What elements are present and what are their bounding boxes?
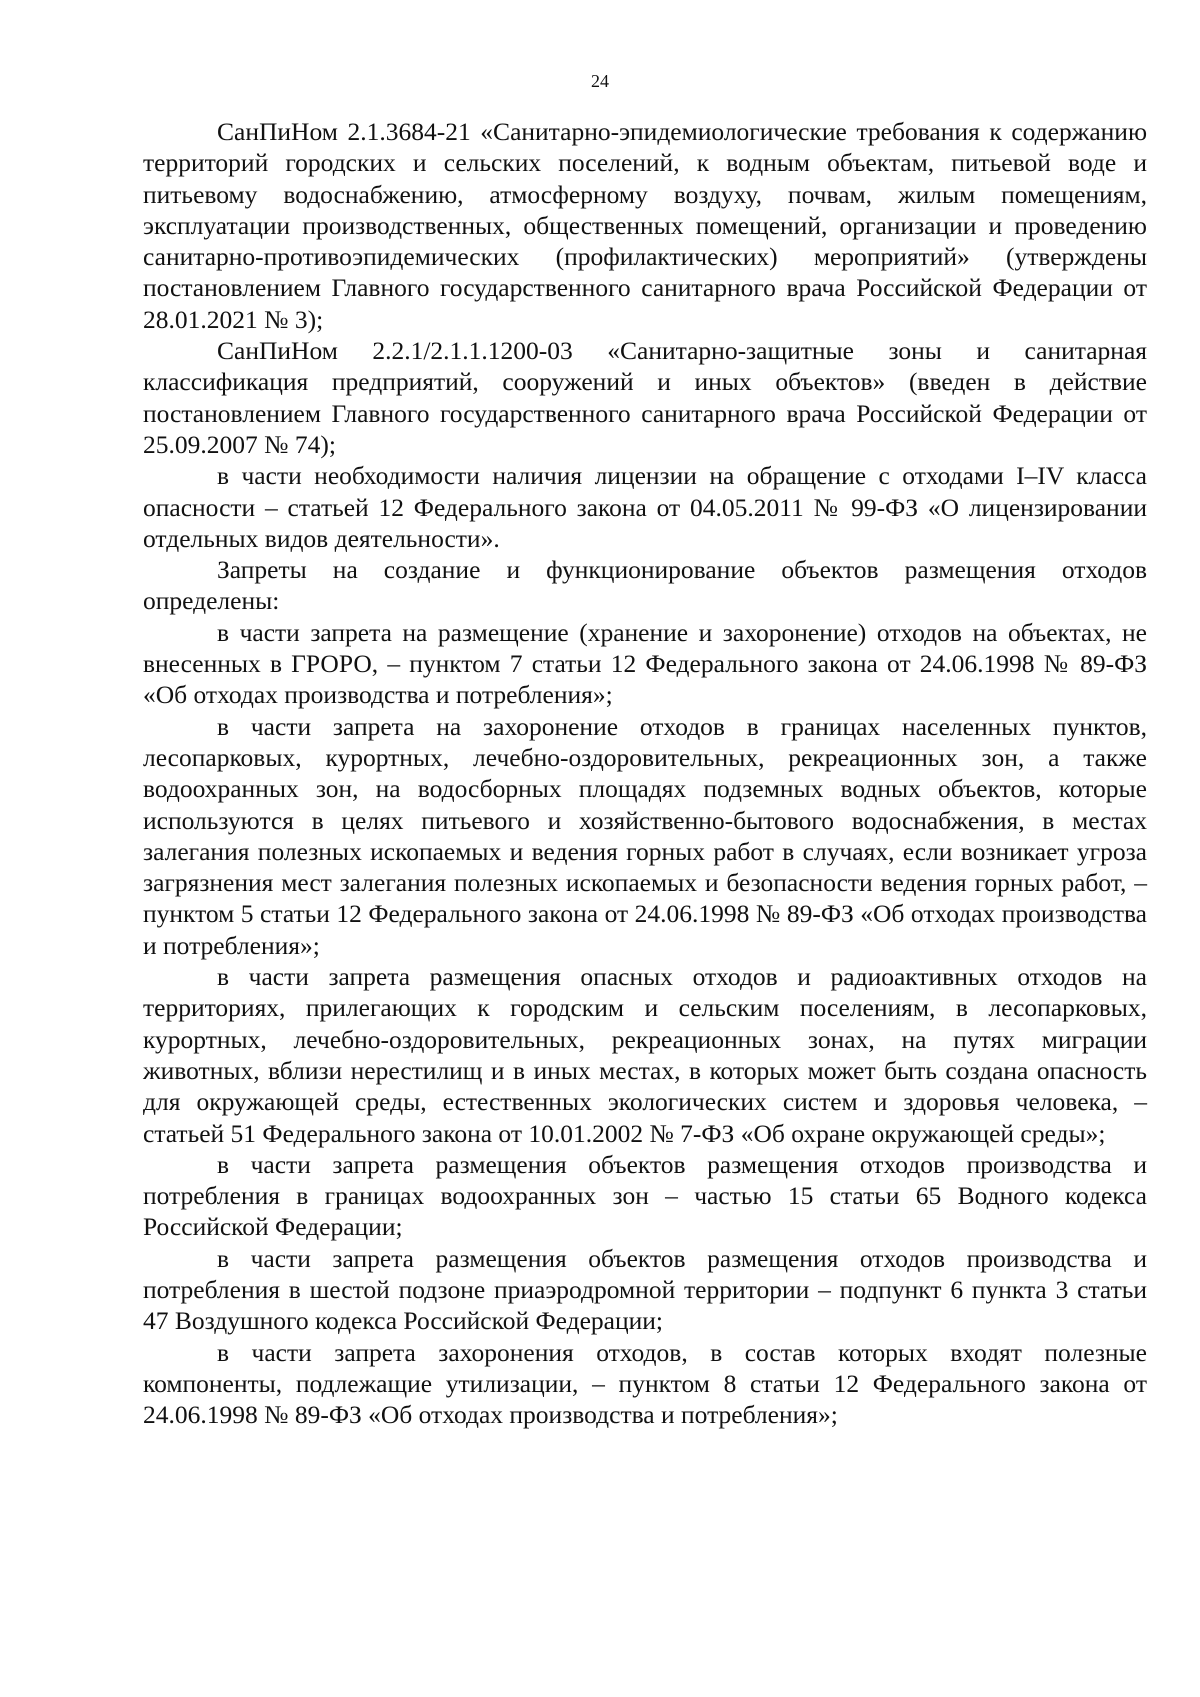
paragraph-sanpin-2-2-1-1200-03: СанПиНом 2.2.1/2.1.1.1200-03 «Санитарно-защитные зоны и санитарная классификация предприятий, сооружений и иных объектов» (введен в действие постановлением Главного государственного санитарного врача Российской Федерации от 25.09.2007 № 74); <box>143 336 1147 459</box>
paragraph-useful-components: в части запрета захоронения отходов, в состав которых входят полезные компоненты, подлежащие утилизации, – пунктом 8 статьи 12 Федерального закона от 24.06.1998 № 89-ФЗ «Об отходах производства и потребления»; <box>143 1337 1147 1430</box>
paragraph-burial-prohibition: в части запрета на захоронение отходов в границах населенных пунктов, лесопарковых, курортных, лечебно-оздоровительных, рекреационных зон, а также водоохранных зон, на водосборных площадях подземных водных объектов, которые используются в целях питьевого и хозяйственно-бытового водоснабжения, в местах залегания полезных ископаемых и ведения горных работ в случаях, если возникает угроза загрязнения мест залегания полезных ископаемых и безопасности ведения горных работ, – пунктом 5 статьи 12 Федерального закона от 24.06.1998 № 89-ФЗ «Об отходах производства и потребления»; <box>143 711 1147 960</box>
paragraph-prohibitions-intro: Запреты на создание и функционирование объектов размещения отходов определены: <box>143 555 1147 616</box>
paragraph-airfield-subzone: в части запрета размещения объектов размещения отходов производства и потребления в шестой подзоне приаэродромной территории – подпункт 6 пункта 3 статьи 47 Воздушного кодекса Российской Федерации; <box>143 1243 1147 1336</box>
document-body <box>143 116 1147 1430</box>
page-number: 24 <box>591 71 609 91</box>
paragraph-groro-prohibition: в части запрета на размещение (хранение и захоронение) отходов на объектах, не внесенных в ГРОРО, – пунктом 7 статьи 12 Федерального закона от 24.06.1998 № 89-ФЗ «Об отходах производства и потребления»; <box>143 617 1147 710</box>
paragraph-license-requirement: в части необходимости наличия лицензии на обращение с отходами I–IV класса опасности – статьей 12 Федерального закона от 04.05.2011 № 99-ФЗ «О лицензировании отдельных видов деятельности». <box>143 461 1147 553</box>
paragraph-sanpin-2-1-3684-21: СанПиНом 2.1.3684-21 «Санитарно-эпидемиологические требования к содержанию территорий городских и сельских поселений, к водным объектам, питьевой воде и питьевому водоснабжению, атмосферному воздуху, почвам, жилым помещениям, эксплуатации производственных, общественных помещений, организации и проведению санитарно-противоэпидемических (профилактических) мероприятий» (утверждены постановлением Главного государственного санитарного врача Российской Федерации от 28.01.2021 № 3); <box>143 117 1147 334</box>
paragraph-water-protection-zones: в части запрета размещения объектов размещения отходов производства и потребления в границах водоохранных зон – частью 15 статьи 65 Водного кодекса Российской Федерации; <box>143 1149 1147 1242</box>
paragraph-hazardous-waste-prohibition: в части запрета размещения опасных отходов и радиоактивных отходов на территориях, прилегающих к городским и сельским поселениям, в лесопарковых, курортных, лечебно-оздоровительных, рекреационных зонах, на путях миграции животных, вблизи нерестилищ и в иных местах, в которых может быть создана опасность для окружающей среды, естественных экологических систем и здоровья человека, – статьей 51 Федерального закона от 10.01.2002 № 7-ФЗ «Об охране окружающей среды»; <box>143 962 1147 1148</box>
